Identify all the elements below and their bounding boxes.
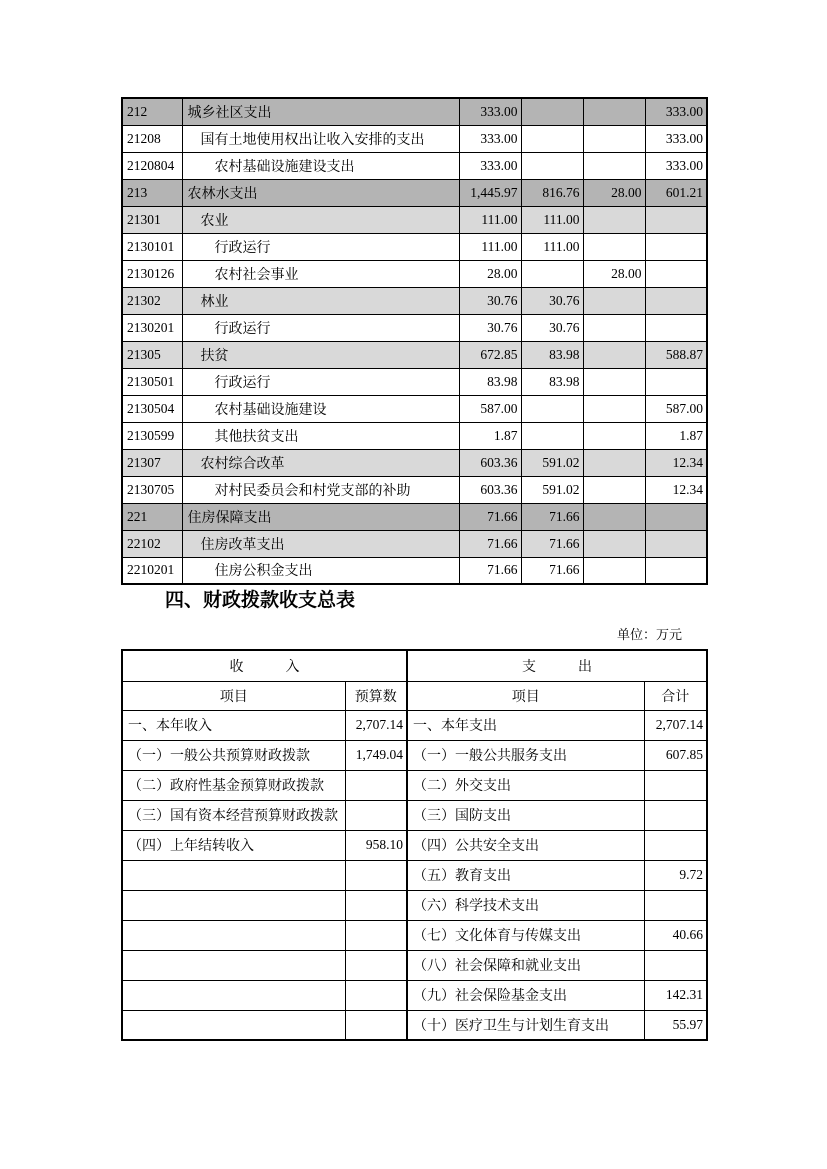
income-item-cell xyxy=(122,920,345,950)
expense-value-cell: 40.66 xyxy=(644,920,707,950)
budget-item-name-cell: 行政运行 xyxy=(182,233,459,260)
budget-value-cell: 601.21 xyxy=(645,179,707,206)
budget-value-cell xyxy=(583,206,645,233)
budget-value-cell: 333.00 xyxy=(645,152,707,179)
budget-value-cell: 28.00 xyxy=(583,260,645,287)
budget-value-cell: 111.00 xyxy=(459,233,521,260)
budget-value-cell: 71.66 xyxy=(521,530,583,557)
budget-value-cell xyxy=(645,233,707,260)
income-item-cell: （三）国有资本经营预算财政拨款 xyxy=(122,800,345,830)
budget-code-cell: 2130705 xyxy=(122,476,182,503)
summary-table-row xyxy=(122,950,707,980)
expense-item-cell: （五）教育支出 xyxy=(407,860,644,890)
budget-item-name-cell: 扶贫 xyxy=(182,341,459,368)
detail-table-row xyxy=(122,314,707,341)
budget-value-cell: 71.66 xyxy=(459,503,521,530)
budget-code-cell: 2130599 xyxy=(122,422,182,449)
budget-code-cell: 21307 xyxy=(122,449,182,476)
budget-code-cell: 2130501 xyxy=(122,368,182,395)
budget-value-cell: 71.66 xyxy=(521,557,583,584)
summary-table-row xyxy=(122,800,707,830)
budget-value-cell: 333.00 xyxy=(459,125,521,152)
expense-item-cell: （三）国防支出 xyxy=(407,800,644,830)
income-value-cell xyxy=(345,890,407,920)
budget-code-cell: 21302 xyxy=(122,287,182,314)
budget-value-cell xyxy=(583,341,645,368)
income-item-cell xyxy=(122,860,345,890)
budget-item-name-cell: 城乡社区支出 xyxy=(182,98,459,125)
expense-value-cell xyxy=(644,950,707,980)
income-value-cell: 958.10 xyxy=(345,830,407,860)
income-item-cell xyxy=(122,890,345,920)
detail-table-row xyxy=(122,341,707,368)
budget-value-cell: 591.02 xyxy=(521,449,583,476)
detail-table-row xyxy=(122,503,707,530)
budget-value-cell: 83.98 xyxy=(521,368,583,395)
expense-value-cell: 2,707.14 xyxy=(644,710,707,740)
expense-item-cell: （六）科学技术支出 xyxy=(407,890,644,920)
expense-value-cell: 142.31 xyxy=(644,980,707,1010)
detail-table-row xyxy=(122,557,707,584)
budget-value-cell xyxy=(645,557,707,584)
expense-item-column-header: 项目 xyxy=(407,681,644,710)
budget-value-cell: 83.98 xyxy=(521,341,583,368)
budget-value-cell: 111.00 xyxy=(459,206,521,233)
budget-value-cell xyxy=(583,233,645,260)
budget-expenditure-detail-table xyxy=(121,97,708,585)
income-value-cell xyxy=(345,980,407,1010)
budget-item-name-cell: 行政运行 xyxy=(182,368,459,395)
income-item-cell xyxy=(122,1010,345,1040)
budget-value-cell: 588.87 xyxy=(645,341,707,368)
expense-value-cell xyxy=(644,770,707,800)
budget-value-cell xyxy=(521,125,583,152)
budget-value-cell: 28.00 xyxy=(583,179,645,206)
budget-value-cell xyxy=(645,368,707,395)
expense-item-cell: （八）社会保障和就业支出 xyxy=(407,950,644,980)
budget-item-name-cell: 住房改革支出 xyxy=(182,530,459,557)
budget-value-cell: 30.76 xyxy=(521,314,583,341)
budget-value-cell xyxy=(583,395,645,422)
budget-value-cell: 1.87 xyxy=(459,422,521,449)
budget-value-cell xyxy=(645,314,707,341)
budget-value-cell xyxy=(583,422,645,449)
budget-item-name-cell: 其他扶贫支出 xyxy=(182,422,459,449)
budget-code-cell: 2130504 xyxy=(122,395,182,422)
expense-item-cell: （四）公共安全支出 xyxy=(407,830,644,860)
budget-item-name-cell: 农业 xyxy=(182,206,459,233)
budget-value-cell xyxy=(645,260,707,287)
budget-value-cell xyxy=(521,152,583,179)
detail-table-row xyxy=(122,152,707,179)
budget-value-cell: 111.00 xyxy=(521,233,583,260)
budget-value-cell xyxy=(583,98,645,125)
unit-label: 单位：万元 xyxy=(616,627,682,642)
detail-table-row xyxy=(122,449,707,476)
expense-section-header: 支 出 xyxy=(407,650,707,681)
budget-value-cell: 587.00 xyxy=(645,395,707,422)
budget-value-cell xyxy=(521,395,583,422)
budget-item-name-cell: 农村基础设施建设 xyxy=(182,395,459,422)
income-item-cell: （四）上年结转收入 xyxy=(122,830,345,860)
income-section-header: 收 入 xyxy=(122,650,407,681)
detail-table-row xyxy=(122,368,707,395)
budget-value-cell xyxy=(521,422,583,449)
detail-table-row xyxy=(122,206,707,233)
budget-item-name-cell: 农村社会事业 xyxy=(182,260,459,287)
summary-group-header-row xyxy=(122,650,707,681)
budget-value-cell: 333.00 xyxy=(645,125,707,152)
summary-table-row xyxy=(122,890,707,920)
budget-value-cell: 603.36 xyxy=(459,476,521,503)
section-title: 四、财政拨款收支总表 xyxy=(165,590,356,611)
budget-value-cell xyxy=(583,314,645,341)
budget-value-cell xyxy=(583,557,645,584)
detail-table-row xyxy=(122,530,707,557)
income-value-cell xyxy=(345,950,407,980)
expense-total-column-header: 合计 xyxy=(644,681,707,710)
summary-table-row xyxy=(122,1010,707,1040)
detail-table-row xyxy=(122,260,707,287)
budget-value-cell xyxy=(645,287,707,314)
budget-value-cell: 333.00 xyxy=(459,152,521,179)
budget-item-name-cell: 农村综合改革 xyxy=(182,449,459,476)
income-value-cell: 2,707.14 xyxy=(345,710,407,740)
income-item-cell: （二）政府性基金预算财政拨款 xyxy=(122,770,345,800)
budget-value-cell xyxy=(521,98,583,125)
expense-value-cell xyxy=(644,890,707,920)
expense-value-cell xyxy=(644,800,707,830)
budget-code-cell: 2130126 xyxy=(122,260,182,287)
budget-code-cell: 213 xyxy=(122,179,182,206)
expense-item-cell: （七）文化体育与传媒支出 xyxy=(407,920,644,950)
expense-value-cell: 9.72 xyxy=(644,860,707,890)
income-value-cell xyxy=(345,920,407,950)
income-item-column-header: 项目 xyxy=(122,681,345,710)
budget-value-cell xyxy=(583,476,645,503)
detail-table-row xyxy=(122,179,707,206)
budget-item-name-cell: 林业 xyxy=(182,287,459,314)
budget-value-cell: 333.00 xyxy=(459,98,521,125)
budget-code-cell: 2130101 xyxy=(122,233,182,260)
summary-table-row xyxy=(122,830,707,860)
budget-value-cell xyxy=(583,368,645,395)
budget-code-cell: 21301 xyxy=(122,206,182,233)
budget-item-name-cell: 农村基础设施建设支出 xyxy=(182,152,459,179)
detail-table-row xyxy=(122,98,707,125)
income-item-cell xyxy=(122,980,345,1010)
budget-value-cell: 12.34 xyxy=(645,476,707,503)
budget-value-cell: 71.66 xyxy=(459,557,521,584)
income-value-cell xyxy=(345,860,407,890)
income-value-cell xyxy=(345,1010,407,1040)
budget-code-cell: 2130201 xyxy=(122,314,182,341)
budget-value-cell: 603.36 xyxy=(459,449,521,476)
summary-column-header-row xyxy=(122,681,707,710)
detail-table-row xyxy=(122,125,707,152)
expense-item-cell: （十）医疗卫生与计划生育支出 xyxy=(407,1010,644,1040)
budget-value-cell xyxy=(583,503,645,530)
expense-item-cell: （二）外交支出 xyxy=(407,770,644,800)
budget-value-cell xyxy=(583,287,645,314)
budget-value-cell xyxy=(521,260,583,287)
budget-value-cell xyxy=(645,503,707,530)
income-value-cell: 1,749.04 xyxy=(345,740,407,770)
income-value-cell xyxy=(345,800,407,830)
budget-value-cell: 30.76 xyxy=(521,287,583,314)
detail-table-row xyxy=(122,395,707,422)
budget-value-cell: 587.00 xyxy=(459,395,521,422)
detail-table-row xyxy=(122,287,707,314)
budget-item-name-cell: 住房保障支出 xyxy=(182,503,459,530)
budget-value-cell: 1,445.97 xyxy=(459,179,521,206)
budget-item-name-cell: 国有土地使用权出让收入安排的支出 xyxy=(182,125,459,152)
budget-code-cell: 2210201 xyxy=(122,557,182,584)
budget-value-cell: 30.76 xyxy=(459,287,521,314)
fiscal-appropriation-summary-table xyxy=(121,649,708,1041)
budget-value-cell: 30.76 xyxy=(459,314,521,341)
budget-item-name-cell: 行政运行 xyxy=(182,314,459,341)
summary-table-row xyxy=(122,980,707,1010)
expense-value-cell: 55.97 xyxy=(644,1010,707,1040)
expense-item-cell: （九）社会保险基金支出 xyxy=(407,980,644,1010)
budget-value-cell: 111.00 xyxy=(521,206,583,233)
budget-code-cell: 212 xyxy=(122,98,182,125)
income-value-cell xyxy=(345,770,407,800)
budget-value-cell: 71.66 xyxy=(521,503,583,530)
budget-value-cell: 1.87 xyxy=(645,422,707,449)
budget-value-cell: 816.76 xyxy=(521,179,583,206)
budget-value-cell: 333.00 xyxy=(645,98,707,125)
detail-table-row xyxy=(122,233,707,260)
budget-value-cell xyxy=(645,530,707,557)
budget-value-cell: 28.00 xyxy=(459,260,521,287)
budget-value-cell xyxy=(583,530,645,557)
budget-item-name-cell: 农林水支出 xyxy=(182,179,459,206)
summary-table-row xyxy=(122,860,707,890)
expense-item-cell: 一、本年支出 xyxy=(407,710,644,740)
budget-code-cell: 221 xyxy=(122,503,182,530)
budget-value-cell: 12.34 xyxy=(645,449,707,476)
income-item-cell: （一）一般公共预算财政拨款 xyxy=(122,740,345,770)
budget-code-cell: 21208 xyxy=(122,125,182,152)
budget-code-cell: 22102 xyxy=(122,530,182,557)
expense-value-cell: 607.85 xyxy=(644,740,707,770)
budget-value-cell xyxy=(583,152,645,179)
summary-table-row xyxy=(122,740,707,770)
income-item-cell xyxy=(122,950,345,980)
budget-code-cell: 2120804 xyxy=(122,152,182,179)
detail-table-row xyxy=(122,422,707,449)
budget-value-cell xyxy=(645,206,707,233)
budget-value-cell xyxy=(583,449,645,476)
summary-table-row xyxy=(122,710,707,740)
budget-code-cell: 21305 xyxy=(122,341,182,368)
budget-item-name-cell: 住房公积金支出 xyxy=(182,557,459,584)
expense-item-cell: （一）一般公共服务支出 xyxy=(407,740,644,770)
budget-item-name-cell: 对村民委员会和村党支部的补助 xyxy=(182,476,459,503)
expense-value-cell xyxy=(644,830,707,860)
detail-table-row xyxy=(122,476,707,503)
income-budget-column-header: 预算数 xyxy=(345,681,407,710)
budget-value-cell: 672.85 xyxy=(459,341,521,368)
summary-table-row xyxy=(122,920,707,950)
budget-value-cell: 591.02 xyxy=(521,476,583,503)
income-item-cell: 一、本年收入 xyxy=(122,710,345,740)
budget-value-cell xyxy=(583,125,645,152)
summary-table-row xyxy=(122,770,707,800)
budget-value-cell: 71.66 xyxy=(459,530,521,557)
budget-value-cell: 83.98 xyxy=(459,368,521,395)
